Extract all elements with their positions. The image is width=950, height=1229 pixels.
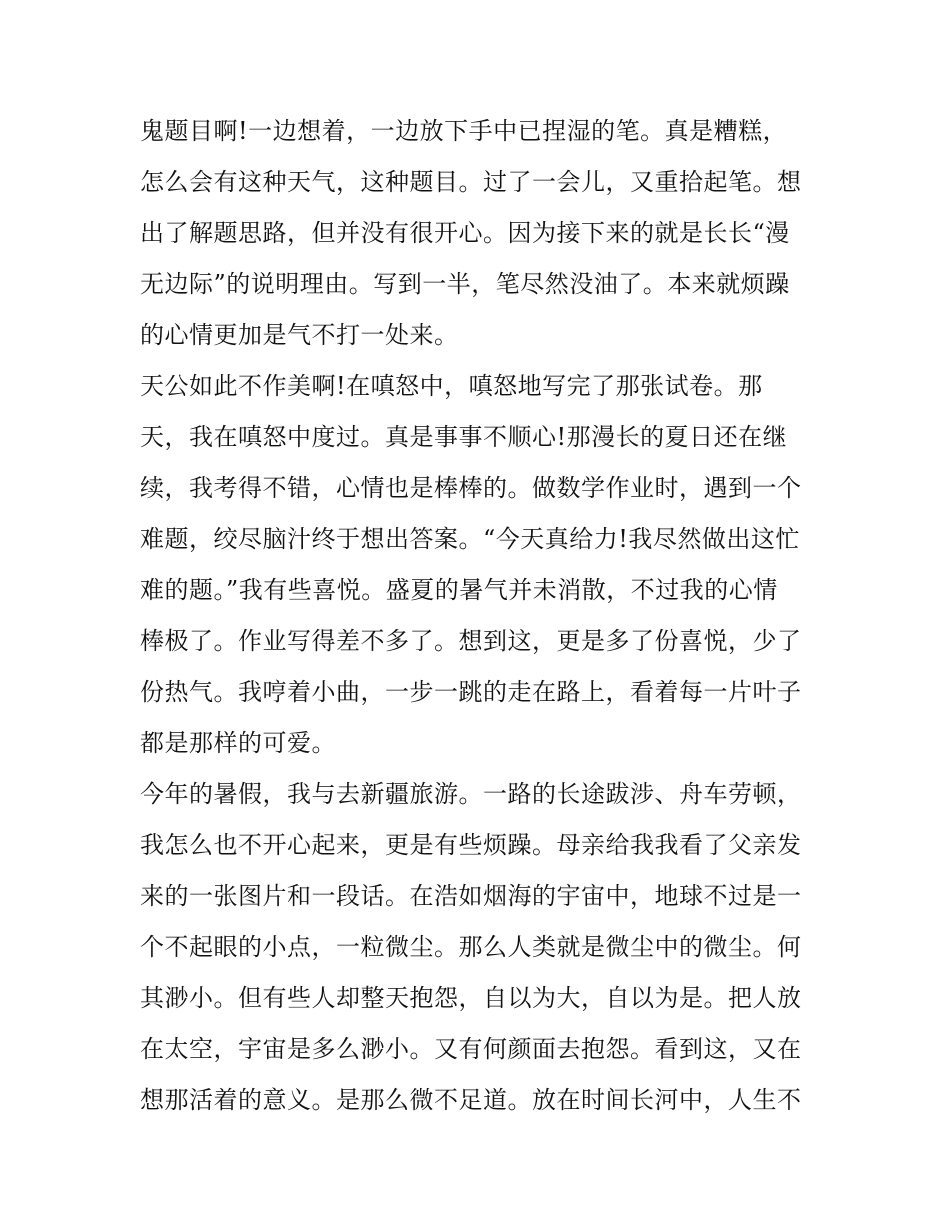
text-line: 鬼题目啊!一边想着，一边放下手中已捏湿的笔。真是糟糕， [140,117,788,145]
text-line: 份热气。我哼着小曲，一步一跳的走在路上，看着每一片叶子 [140,678,802,706]
text-line: 出了解题思路，但并没有很开心。因为接下来的就是长长“漫 [140,219,790,247]
text-line: 的心情更加是气不打一处来。 [140,321,459,349]
text-line: 其渺小。但有些人却整天抱怨，自以为大，自以为是。把人放 [140,984,802,1012]
essay-body [140,106,820,1126]
text-line: 天，我在嗔怒中度过。真是事事不顺心!那漫长的夏日还在继 [140,423,788,451]
text-line: 天公如此不作美啊!在嗔怒中，嗔怒地写完了那张试卷。那 [140,372,763,400]
text-line: 在太空，宇宙是多么渺小。又有何颜面去抱怨。看到这，又在 [140,1035,802,1063]
text-line: 我怎么也不开心起来，更是有些烦躁。母亲给我我看了父亲发 [140,831,802,859]
text-line: 棒极了。作业写得差不多了。想到这，更是多了份喜悦，少了 [140,627,802,655]
text-line: 无边际”的说明理由。写到一半，笔尽然没油了。本来就烦躁 [140,270,790,298]
text-line: 怎么会有这种天气，这种题目。过了一会儿，又重拾起笔。想 [140,168,802,196]
text-line: 今年的暑假，我与去新疆旅游。一路的长途跋涉、舟车劳顿， [140,780,802,808]
text-line: 想那活着的意义。是那么微不足道。放在时间长河中，人生不 [140,1086,802,1114]
text-line: 都是那样的可爱。 [140,729,336,757]
text-line: 难的题。”我有些喜悦。盛夏的暑气并未消散，不过我的心情 [140,576,778,604]
text-line: 难题，绞尽脑汁终于想出答案。“今天真给力!我尽然做出这忙 [140,525,800,553]
text-line: 续，我考得不错，心情也是棒棒的。做数学作业时，遇到一个 [140,474,802,502]
text-line: 个不起眼的小点，一粒微尘。那么人类就是微尘中的微尘。何 [140,933,802,961]
text-line: 来的一张图片和一段话。在浩如烟海的宇宙中，地球不过是一 [140,882,802,910]
